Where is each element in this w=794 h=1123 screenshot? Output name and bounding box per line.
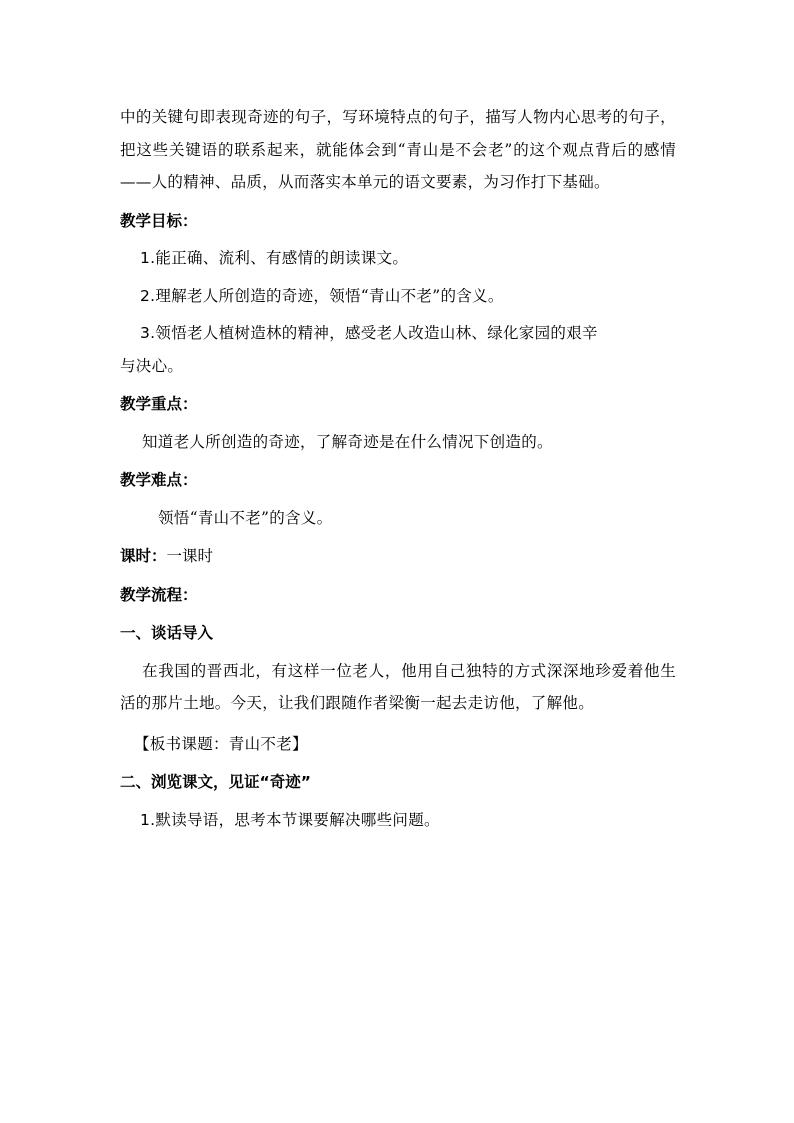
objective-text: 能正确、流利、有感情的朗读课文。 bbox=[155, 249, 409, 267]
key-point-text: 知道老人所创造的奇迹，了解奇迹是在什么情况下创造的。 bbox=[142, 432, 553, 451]
duration-label: 课时： bbox=[120, 547, 167, 565]
duration-value: 一课时 bbox=[166, 547, 214, 565]
section1-paragraph: 在我国的晋西北，有这样一位老人，他用自己独特的方式深深地珍爱着他生活的那片土地。今天，让我们跟随作者梁衡一起去走访他，了解他。 bbox=[120, 661, 676, 712]
key-point-heading: 教学重点： bbox=[120, 395, 198, 413]
section2-item-text: 默读导语，思考本节课要解决哪些问题。 bbox=[155, 810, 440, 829]
document-body bbox=[120, 101, 676, 841]
section2-item-number: 1. bbox=[140, 810, 156, 829]
board-title-note: 【板书课题：青山不老】 bbox=[134, 734, 308, 753]
difficulty-text: 领悟“青山不老”的含义。 bbox=[158, 508, 333, 527]
objective-text: 领悟老人植树造林的精神，感受老人改造山林、绿化家园的艰辛 bbox=[155, 324, 598, 342]
intro-paragraph: 中的关键句即表现奇迹的句子，写环境特点的句子，描写人物内心思考的句子，把这些关键语的联系起来，就能体会到“青山是不会老”的这个观点背后的感情——人的精神、品质，从而落实本单元的语文要素，为习作打下基础。 bbox=[120, 108, 676, 191]
objective-item-2 bbox=[120, 280, 676, 313]
difficulty-heading: 教学难点： bbox=[120, 471, 198, 489]
objective-item-3 bbox=[120, 317, 676, 382]
objective-item-1 bbox=[120, 242, 676, 275]
duration-line bbox=[120, 540, 676, 573]
objective-number: 1. bbox=[140, 249, 156, 267]
objective-number: 3. bbox=[140, 324, 156, 342]
objective-number: 2. bbox=[140, 286, 156, 305]
section1-heading: 一、谈话导入 bbox=[120, 624, 214, 642]
objective-text-continued: 与决心。 bbox=[120, 356, 184, 375]
objectives-heading: 教学目标： bbox=[120, 211, 198, 230]
objective-text: 理解老人所创造的奇迹，领悟“青山不老”的含义。 bbox=[155, 286, 504, 305]
section2-heading: 二、浏览课文，见证“奇迹” bbox=[120, 773, 311, 791]
flow-heading: 教学流程： bbox=[120, 585, 198, 604]
section2-item-1 bbox=[120, 804, 676, 837]
